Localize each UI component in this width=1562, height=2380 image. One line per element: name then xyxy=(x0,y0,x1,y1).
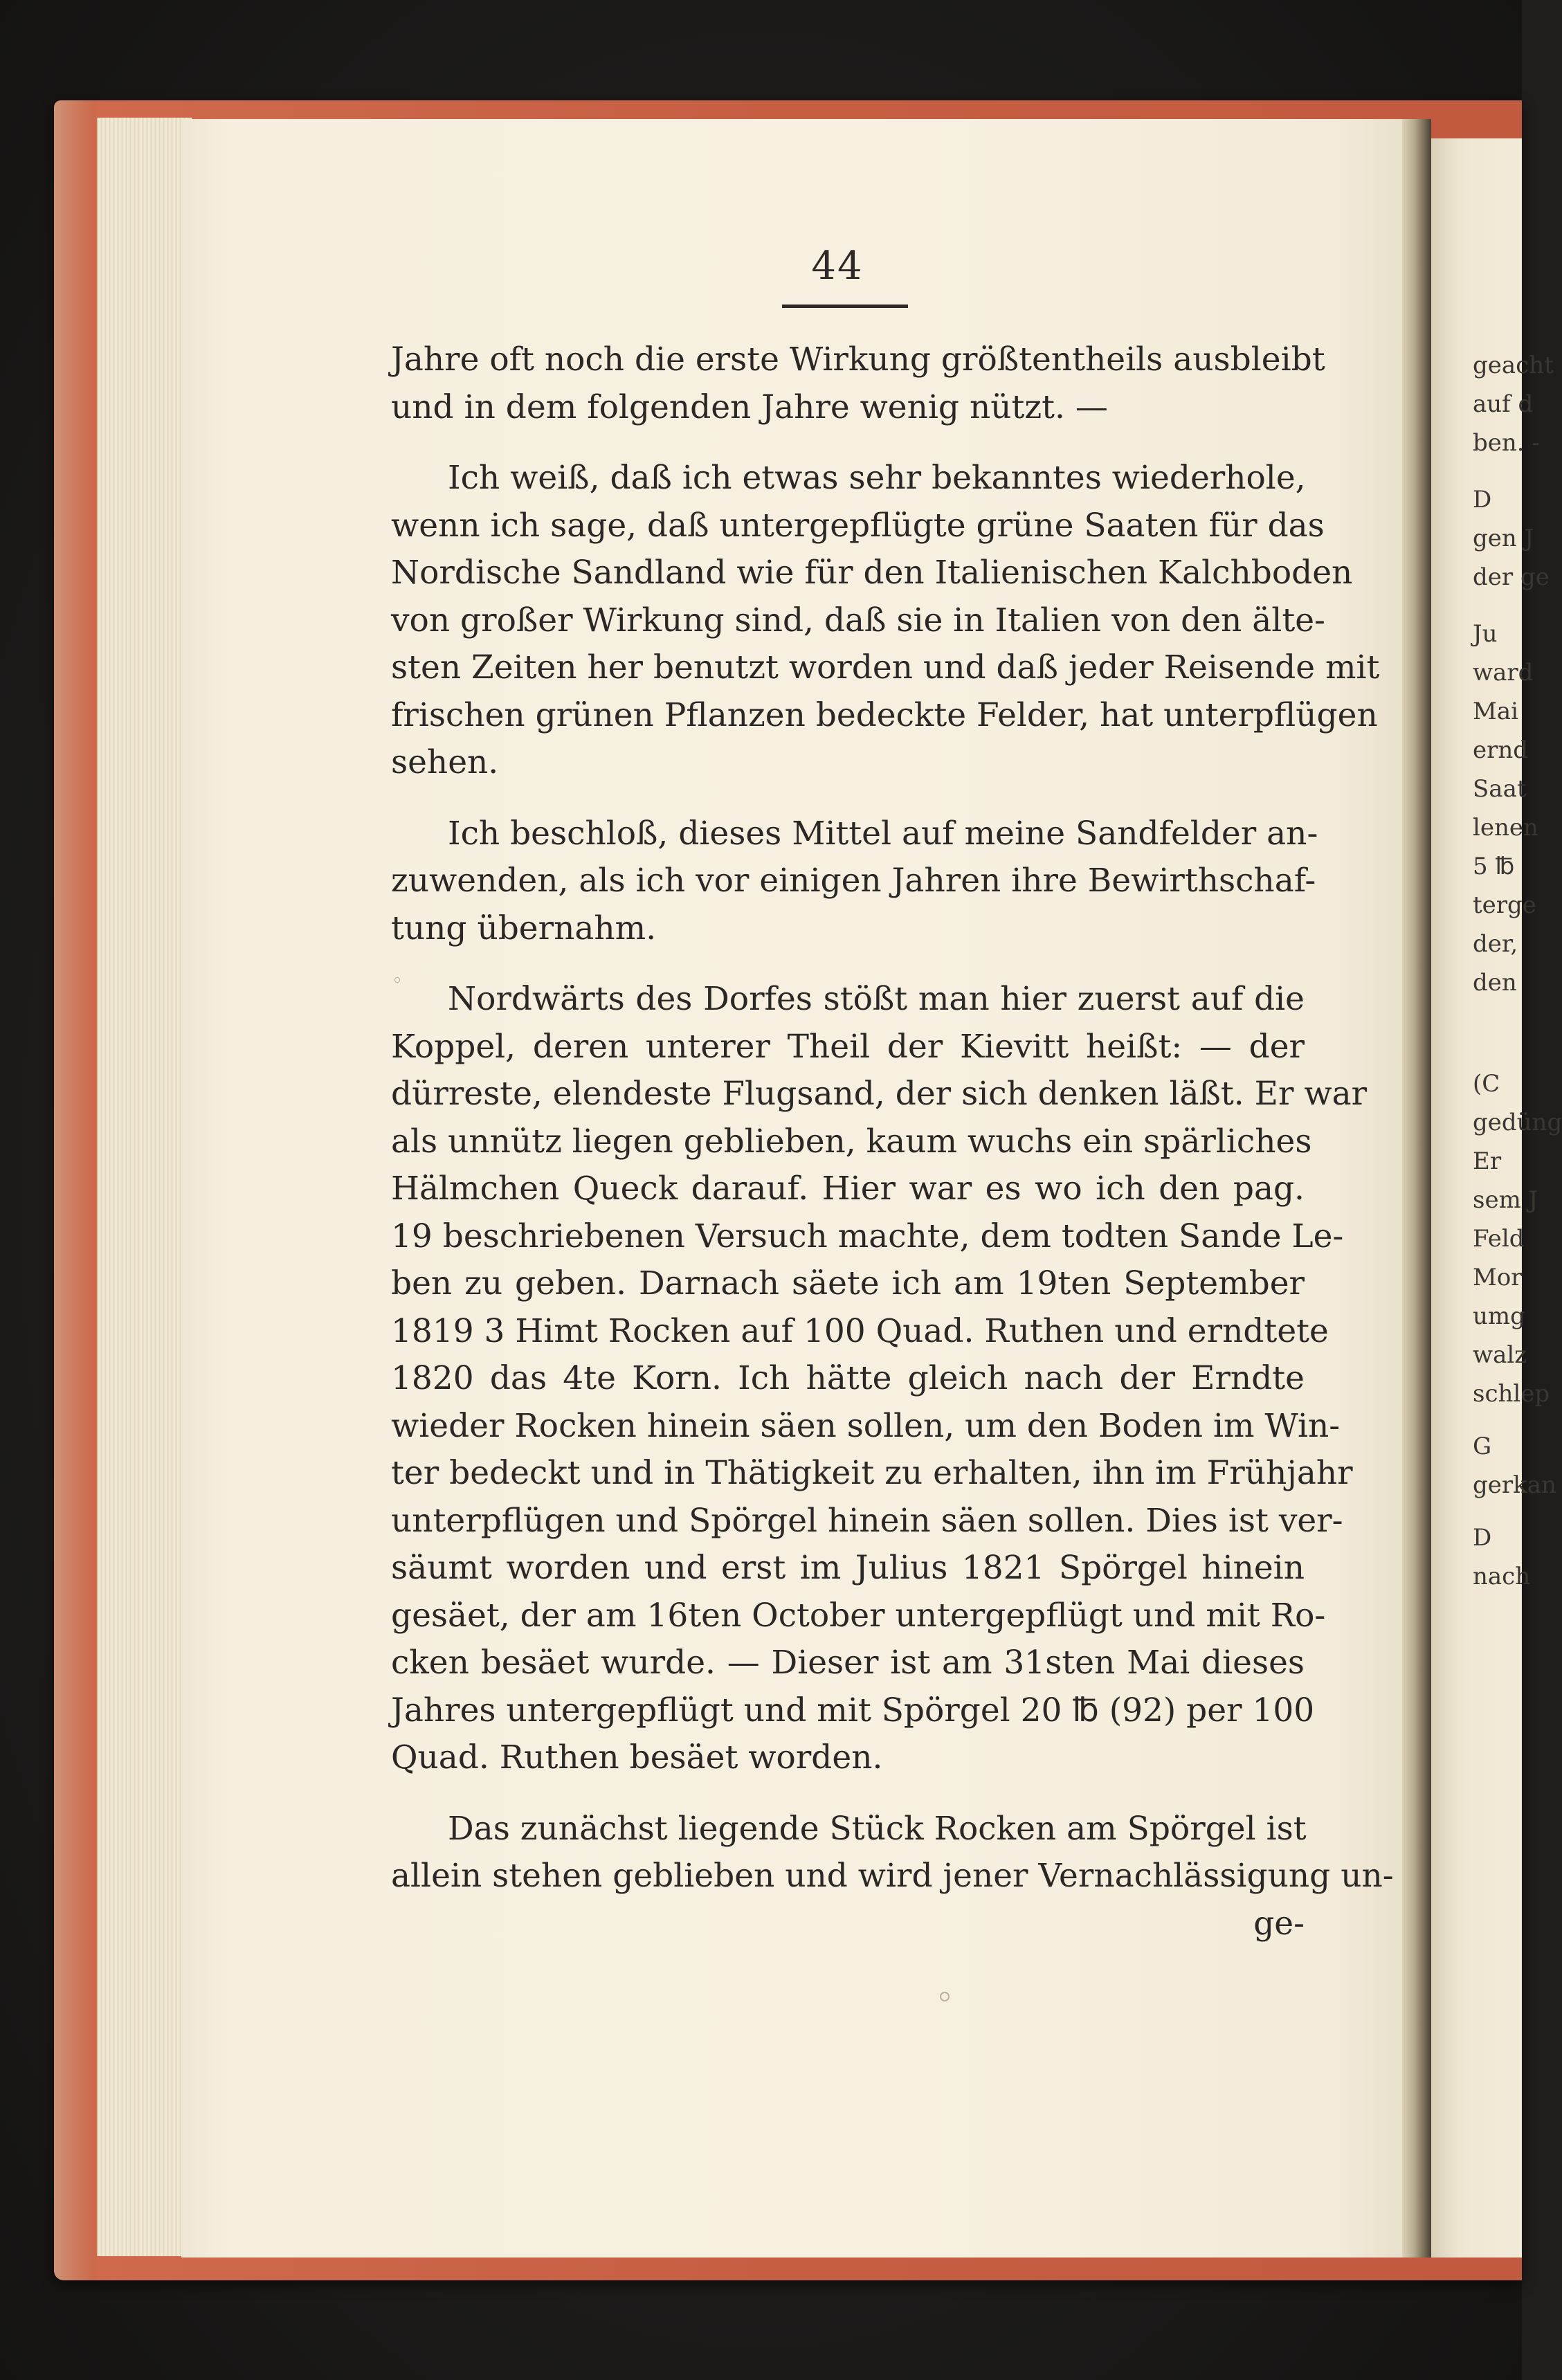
text-line: als unnütz liegen geblieben, kaum wuchs ein spärliches xyxy=(391,1122,1312,1161)
text-line: zuwenden, als ich vor einigen Jahren ihre Bewirthschaf- xyxy=(391,862,1316,900)
facing-fragment: ernd xyxy=(1473,736,1529,764)
text-line: säumt worden und erst im Julius 1821 Spörgel hinein xyxy=(391,1549,1305,1587)
text-line: Das zunächst liegende Stück Rocken am Spörgel ist xyxy=(448,1809,1307,1848)
facing-fragment: Saat xyxy=(1473,775,1527,803)
paragraph-gap xyxy=(391,952,1305,976)
text-line: frischen grünen Pflanzen bedeckte Felder, hat unterpflügen xyxy=(391,696,1378,734)
text-line: allein stehen geblieben und wird jener Vernachlässigung un- xyxy=(391,1857,1394,1895)
paragraph-gap xyxy=(391,431,1305,455)
paragraph-gap xyxy=(391,787,1305,810)
page-number: 44 xyxy=(811,244,864,289)
text-line: 1820 das 4te Korn. Ich hätte gleich nach der Erndte xyxy=(391,1359,1305,1397)
facing-fragment: G xyxy=(1473,1433,1492,1460)
text-line: wieder Rocken hinein säen sollen, um den Boden im Win- xyxy=(391,1406,1341,1445)
facing-fragment: gerkan xyxy=(1473,1471,1556,1499)
text-line: dürreste, elendeste Flugsand, der sich denken läßt. Er war xyxy=(391,1075,1368,1113)
text-line: 1819 3 Himt Rocken auf 100 Quad. Ruthen und erndtete xyxy=(391,1311,1329,1350)
facing-fragment: gen J xyxy=(1473,525,1534,552)
book-gutter xyxy=(1402,119,1431,2258)
facing-fragment: sem J xyxy=(1473,1186,1538,1214)
text-line: Quad. Ruthen besäet worden. xyxy=(391,1738,883,1777)
facing-fragment: umg xyxy=(1473,1302,1525,1330)
facing-fragment: Feld xyxy=(1473,1225,1525,1253)
facing-fragment: Ju xyxy=(1473,620,1498,648)
text-line: Nordische Sandland wie für den Italienischen Kalchboden xyxy=(391,554,1353,592)
facing-fragment: terge xyxy=(1473,891,1536,919)
text-line: sehen. xyxy=(391,743,499,781)
text-line: Nordwärts des Dorfes stößt man hier zuerst auf die xyxy=(448,980,1305,1018)
body-text xyxy=(391,336,1394,1947)
paragraph-gap xyxy=(391,1782,1305,1806)
text-line: Jahre oft noch die erste Wirkung größtentheils ausbleibt xyxy=(391,340,1325,379)
text-line: und in dem folgenden Jahre wenig nützt. — xyxy=(391,388,1108,426)
facing-page-text xyxy=(1473,346,1562,1596)
facing-fragment: ward xyxy=(1473,659,1534,687)
catchword: ge- xyxy=(1253,1904,1305,1943)
text-line: Ich weiß, daß ich etwas sehr bekanntes wiederhole, xyxy=(448,459,1306,497)
facing-fragment: 5 ℔ xyxy=(1473,853,1515,880)
text-line: gesäet, der am 16ten October untergepflügt und mit Ro- xyxy=(391,1596,1326,1635)
facing-fragment: Mor xyxy=(1473,1264,1523,1291)
paper-speck xyxy=(394,977,400,983)
facing-fragment: der, xyxy=(1473,930,1518,958)
facing-fragment: den xyxy=(1473,969,1517,997)
paper-speck xyxy=(940,1992,950,2001)
text-line: Hälmchen Queck darauf. Hier war es wo ich den pag. xyxy=(391,1170,1305,1208)
text-line: 19 beschriebenen Versuch machte, dem todten Sande Le- xyxy=(391,1217,1344,1255)
facing-fragment: der ge xyxy=(1473,563,1550,591)
facing-fragment: lenen xyxy=(1473,814,1538,842)
text-line: wenn ich sage, daß untergepflügte grüne Saaten für das xyxy=(391,506,1325,545)
facing-fragment: Er xyxy=(1473,1147,1502,1175)
facing-fragment: nach xyxy=(1473,1563,1531,1590)
facing-fragment: auf d xyxy=(1473,390,1534,418)
facing-fragment: Mai xyxy=(1473,698,1518,725)
facing-fragment: D xyxy=(1473,1524,1492,1552)
text-line: von großer Wirkung sind, daß sie in Italien von den älte- xyxy=(391,601,1325,639)
text-line: tung übernahm. xyxy=(391,909,657,947)
page-stack-edge xyxy=(97,118,192,2256)
text-line: ben zu geben. Darnach säete ich am 19ten September xyxy=(391,1264,1305,1302)
text-line: Jahres untergepflügt und mit Spörgel 20 ℔ (92) per 100 xyxy=(391,1691,1315,1729)
cover-edge-wear xyxy=(54,100,96,2280)
text-line: sten Zeiten her benutzt worden und daß jeder Reisende mit xyxy=(391,648,1380,687)
facing-fragment: walz xyxy=(1473,1341,1527,1369)
facing-fragment: D xyxy=(1473,486,1492,514)
text-line: cken besäet wurde. — Dieser ist am 31sten Mai dieses xyxy=(391,1644,1305,1682)
text-line: unterpflügen und Spörgel hinein säen sollen. Dies ist ver- xyxy=(391,1501,1343,1540)
text-line: Koppel, deren unterer Theil der Kievitt heißt: — der xyxy=(391,1027,1305,1066)
facing-fragment: geacht xyxy=(1473,352,1554,379)
facing-fragment: gedüng xyxy=(1473,1109,1562,1136)
facing-fragment: (C xyxy=(1473,1070,1500,1098)
text-line: ter bedeckt und in Thätigkeit zu erhalten, ihn im Frühjahr xyxy=(391,1454,1353,1492)
facing-fragment: schlep xyxy=(1473,1380,1550,1408)
text-line: Ich beschloß, dieses Mittel auf meine Sandfelder an- xyxy=(448,814,1318,853)
facing-fragment: ben. - xyxy=(1473,429,1540,457)
page-number-rule xyxy=(782,305,908,308)
